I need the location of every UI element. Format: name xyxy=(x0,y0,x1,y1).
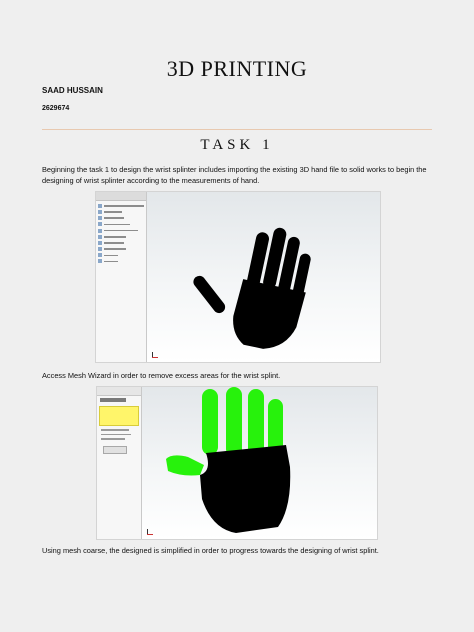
panel-button[interactable] xyxy=(103,446,127,454)
tree-item xyxy=(98,240,144,246)
annotations-icon xyxy=(98,222,102,226)
paragraph-mesh-wizard: Access Mesh Wizard in order to remove excess areas for the wrist splint. xyxy=(42,371,281,380)
tree-item-label xyxy=(104,205,144,207)
tree-item xyxy=(98,253,144,259)
graphics-viewport xyxy=(147,192,380,362)
screenshot-mesh-wizard xyxy=(96,386,378,540)
hand-model-mesh xyxy=(142,387,377,539)
student-id: 2629674 xyxy=(42,105,70,112)
tree-item xyxy=(98,215,144,221)
tree-item-label xyxy=(104,236,126,238)
tree-item xyxy=(98,234,144,240)
history-icon xyxy=(98,210,102,214)
graphics-viewport xyxy=(142,387,377,539)
plane-icon xyxy=(98,235,102,239)
panel-heading xyxy=(100,398,126,402)
panel-option-line xyxy=(101,434,131,436)
divider-rule xyxy=(42,129,432,130)
tree-item xyxy=(98,228,144,234)
tree-item-label xyxy=(104,211,122,213)
tree-item-label xyxy=(104,224,130,226)
material-icon xyxy=(98,229,102,233)
mesh-body-icon xyxy=(98,259,102,263)
tree-item-label xyxy=(104,261,118,263)
tree-item-label xyxy=(104,217,124,219)
mesh-wizard-panel xyxy=(97,387,142,539)
tree-item xyxy=(98,259,144,265)
panel-option-line xyxy=(101,429,129,431)
plane-icon xyxy=(98,247,102,251)
panel-toolbar xyxy=(96,192,146,201)
axis-triad-icon xyxy=(151,351,159,359)
author-name: SAAD HUSSAIN xyxy=(42,86,103,95)
feature-tree xyxy=(96,201,146,267)
axis-triad-icon xyxy=(146,528,154,536)
plane-icon xyxy=(98,241,102,245)
paragraph-import-hand: Beginning the task 1 to design the wrist splinter includes importing the existing 3D hand file to solid works to begin the designing of wrist splinter according to the measurements of hand. xyxy=(42,165,427,185)
feature-tree-panel xyxy=(96,192,147,362)
sensors-icon xyxy=(98,216,102,220)
tree-item xyxy=(98,222,144,228)
part-icon xyxy=(98,204,102,208)
panel-title-bar xyxy=(97,387,141,396)
tree-item-label xyxy=(104,255,118,257)
tree-item xyxy=(98,246,144,252)
tree-item-label xyxy=(104,230,138,232)
section-heading: TASK 1 xyxy=(200,137,274,153)
tree-item xyxy=(98,203,144,209)
screenshot-hand-import xyxy=(95,191,381,363)
tree-item-label xyxy=(104,248,126,250)
panel-option-line xyxy=(101,438,125,440)
tree-item xyxy=(98,209,144,215)
paragraph-mesh-coarse: Using mesh coarse, the designed is simplified in order to progress towards the designing of wrist splint. xyxy=(42,546,379,555)
hand-model-black xyxy=(147,192,380,362)
instruction-note xyxy=(99,406,139,426)
origin-icon xyxy=(98,253,102,257)
document-title: 3D PRINTING xyxy=(166,56,308,81)
tree-item-label xyxy=(104,242,124,244)
